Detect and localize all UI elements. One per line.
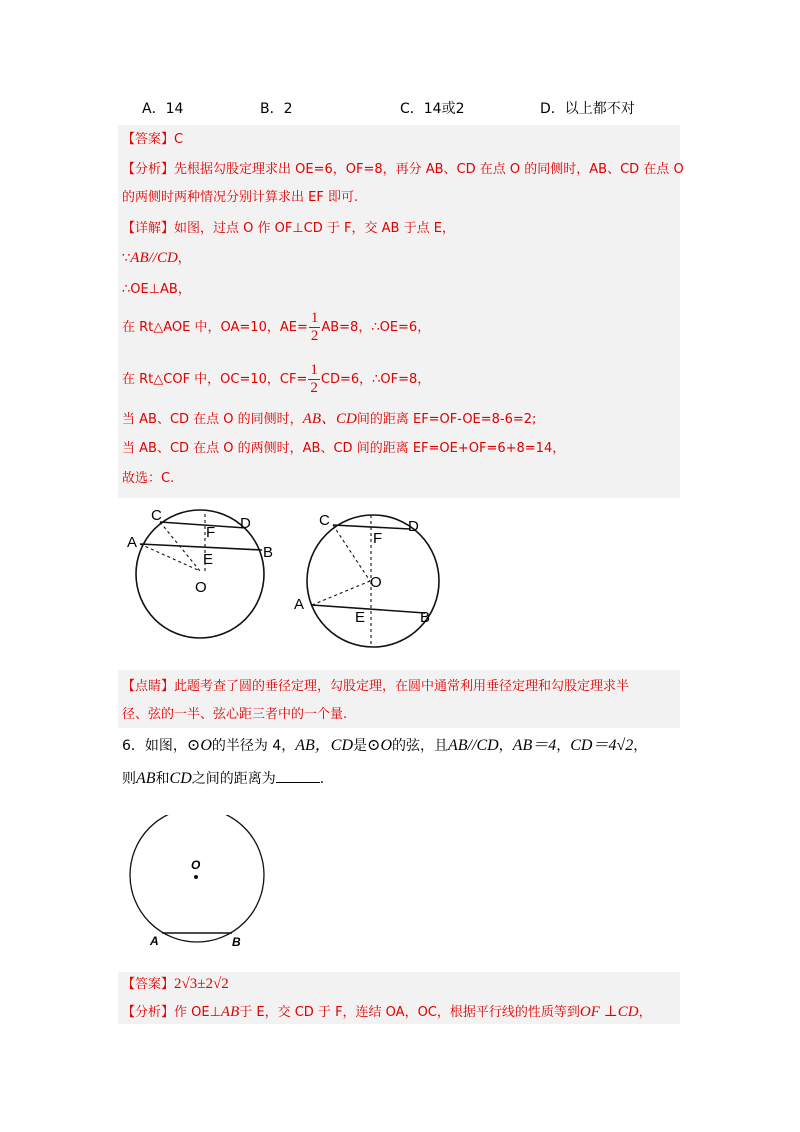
q6-circle-o: ⊙O — [186, 737, 212, 754]
analysis-line-2: 的两侧时两种情况分别计算求出 EF 即可. — [122, 190, 359, 205]
comment-line-1: 【点睛】此题考查了圆的垂径定理，勾股定理，在圆中通常利用垂径定理和勾股定理求半 — [122, 679, 630, 694]
q6-line2-pre: 则 — [122, 771, 136, 787]
q6-label-a: A — [150, 934, 159, 948]
right-label-f: F — [373, 530, 383, 547]
q6-line2-cd: CD — [169, 770, 192, 787]
choose-line: 故选：C. — [122, 471, 175, 486]
fraction-numerator: 1 — [310, 362, 318, 378]
therefore-line: ∴OE⊥AB， — [122, 282, 191, 297]
q6-ab-length: AB＝4 — [512, 737, 557, 754]
q6-line2-ab: AB — [136, 770, 156, 787]
right-label-c: C — [319, 512, 330, 529]
because-symbol: ∵ — [122, 251, 131, 266]
rt-cof-pre: 在 Rt△COF 中，OC=10，CF= — [122, 372, 308, 387]
right-label-a: A — [294, 596, 305, 613]
same-side-line — [122, 410, 536, 429]
rt-aoe-pre: 在 Rt△AOE 中，OA=10，AE= — [122, 320, 308, 335]
q6-text-4: ， — [498, 738, 513, 754]
rt-cof-line — [122, 362, 430, 398]
left-label-f: F — [206, 524, 216, 541]
answer-options — [0, 98, 800, 120]
q6-parallel: AB//CD — [448, 737, 499, 754]
answer-blank — [276, 768, 320, 783]
q6-line2-and: 和 — [155, 771, 170, 787]
option-c: C．14或2 — [400, 101, 465, 117]
right-label-d: D — [408, 518, 419, 535]
rt-cof-post: CD=6，∴OF=8， — [320, 372, 431, 387]
fraction-denominator: 2 — [310, 380, 318, 396]
q6-line2-post: 之间的距离为 — [191, 771, 276, 787]
same-side-pre: 当 AB、CD 在点 O 的同侧时， — [122, 412, 303, 427]
question-6-line-2 — [122, 768, 324, 789]
right-label-e: E — [355, 609, 366, 626]
rt-aoe-line — [122, 310, 430, 346]
left-label-d: D — [240, 515, 251, 532]
left-label-o: O — [195, 579, 207, 596]
because-line — [122, 249, 191, 268]
q6-text-2: 是 — [353, 738, 368, 754]
detail-line-1: 【详解】如图，过点 O 作 OF⊥CD 于 F，交 AB 于点 E， — [122, 221, 455, 236]
q6-center-dot — [194, 875, 198, 879]
circle-figures — [118, 498, 450, 650]
answer-6-label: 【答案】 — [122, 977, 175, 992]
q6-number: 6．如图， — [122, 738, 187, 754]
q6-cd-length: CD＝4√2 — [570, 737, 634, 754]
answer-6-line — [122, 975, 229, 994]
q6-label-b: B — [232, 935, 241, 949]
rt-aoe-post: AB=8，∴OE=6， — [321, 320, 431, 335]
option-b: B．2 — [260, 101, 293, 117]
comma: ， — [177, 251, 191, 266]
option-a: A．14 — [142, 101, 184, 117]
q6-text-6: ， — [633, 738, 648, 754]
same-side-post: 间的距离 EF=OF-OE=8-6=2; — [356, 412, 537, 427]
analysis-6-end: ， — [638, 1005, 652, 1020]
half-fraction — [309, 310, 321, 345]
q6-circle-o-2: ⊙O — [367, 737, 392, 754]
fraction-denominator: 2 — [310, 328, 319, 344]
left-label-a: A — [127, 534, 138, 551]
answer-line: 【答案】C — [122, 132, 184, 147]
q6-ab-cd: AB，CD — [295, 737, 354, 754]
q6-figure — [120, 815, 280, 950]
comment-line-2: 径、弦的一半、弦心距三者中的一个量. — [122, 707, 348, 722]
right-label-b: B — [420, 609, 431, 626]
analysis-line-1: 【分析】先根据勾股定理求出 OE=6，OF=8，再分 AB、CD 在点 O 的同侧时，AB、CD 在点 O — [122, 162, 684, 177]
question-6-line-1 — [122, 736, 647, 756]
same-side-math: AB、CD — [302, 411, 357, 427]
parallel-math: AB//CD — [130, 250, 178, 266]
right-label-o: O — [370, 574, 382, 591]
analysis-6-math: OF ⊥CD — [579, 1004, 639, 1020]
q6-text-3: 的弦，且 — [392, 738, 448, 754]
left-label-b: B — [263, 544, 274, 561]
both-sides-line: 当 AB、CD 在点 O 的两侧时，AB、CD 间的距离 EF=OE+OF=6+8=14， — [122, 441, 566, 456]
answer-6-math: 2√3±2√2 — [174, 976, 229, 992]
q6-period: . — [319, 771, 325, 787]
analysis-6-ab: AB — [220, 1004, 240, 1020]
q6-text-1: 的半径为 4， — [211, 738, 296, 754]
fraction-numerator: 1 — [310, 310, 319, 326]
analysis-6-pre: 【分析】作 OE⊥ — [122, 1005, 221, 1020]
analysis-6-line — [122, 1003, 652, 1022]
half-fraction — [308, 362, 320, 397]
q6-label-o: O — [191, 858, 201, 872]
q6-text-5: ， — [556, 738, 571, 754]
option-d: D．以上都不对 — [540, 101, 635, 117]
left-label-c: C — [151, 507, 162, 524]
analysis-6-mid: 于 E，交 CD 于 F，连结 OA，OC，根据平行线的性质等到 — [239, 1005, 580, 1020]
left-label-e: E — [203, 551, 214, 568]
